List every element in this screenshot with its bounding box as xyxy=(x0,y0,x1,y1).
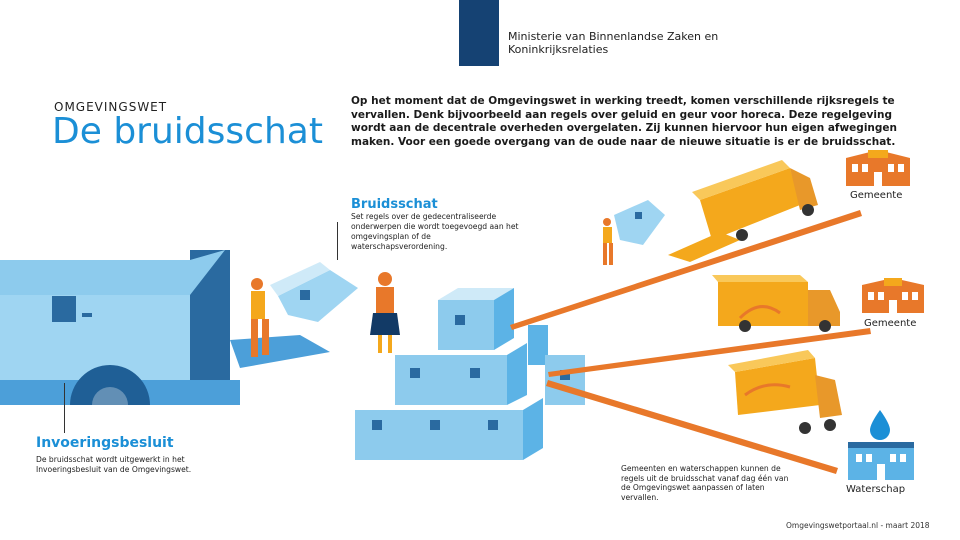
gemeenten-waterschappen-text: Gemeenten en waterschappen kunnen de regels uit de bruidsschat vanaf dag één van de Omgevingswet aanpassen of laten vervallen. xyxy=(621,464,789,502)
large-truck-illustration xyxy=(0,250,330,423)
kicker-text: OMGEVINGSWET xyxy=(54,100,168,114)
ministry-name-line2: Koninkrijksrelaties xyxy=(508,43,609,56)
bruidsschat-connector-line xyxy=(337,222,338,260)
truck-2-illustration xyxy=(712,275,840,332)
ministry-name xyxy=(508,30,748,56)
ministry-name-line1: Ministerie van Binnenlandse Zaken en xyxy=(508,30,719,43)
intro-paragraph: Op het moment dat de Omgevingswet in werking treedt, komen verschillende rijksregels te vervallen. Denk bijvoorbeeld aan regels over geluid en geur voor horeca. Deze regelgeving wordt aan de decentrale overheden overgelaten. Zij kunnen hiervoor hun eigen afwegingen maken. Voor een goede overgang van de oude naar de nieuwe situatie is er de bruidsschat. xyxy=(351,95,898,148)
gemeente-building-2-icon xyxy=(862,278,924,313)
waterschap-building-icon xyxy=(848,410,914,480)
page-title: De bruidsschat xyxy=(52,111,323,152)
ministry-logo xyxy=(459,0,499,66)
worker-with-box-illustration xyxy=(603,200,665,265)
invoeringsbesluit-connector-line xyxy=(64,383,65,433)
gemeente-label-1: Gemeente xyxy=(850,190,903,201)
truck-3-illustration xyxy=(728,350,842,434)
bruidsschat-description: Set regels over de gedecentraliseerde onderwerpen die wordt toegevoegd aan het omgevingsplan of de waterschapsverordening. xyxy=(351,212,519,251)
invoeringsbesluit-description: De bruidsschat wordt uitgewerkt in het Invoeringsbesluit van de Omgevingswet. xyxy=(36,455,192,474)
invoeringsbesluit-title: Invoeringsbesluit xyxy=(36,435,174,451)
truck-1-illustration xyxy=(668,160,818,262)
bruidsschat-title: Bruidsschat xyxy=(351,197,438,212)
footer-source: Omgevingswetportaal.nl - maart 2018 xyxy=(786,521,930,530)
waterschap-label: Waterschap xyxy=(846,484,906,495)
gemeente-label-2: Gemeente xyxy=(864,318,917,329)
gemeente-building-1-icon xyxy=(846,150,910,186)
